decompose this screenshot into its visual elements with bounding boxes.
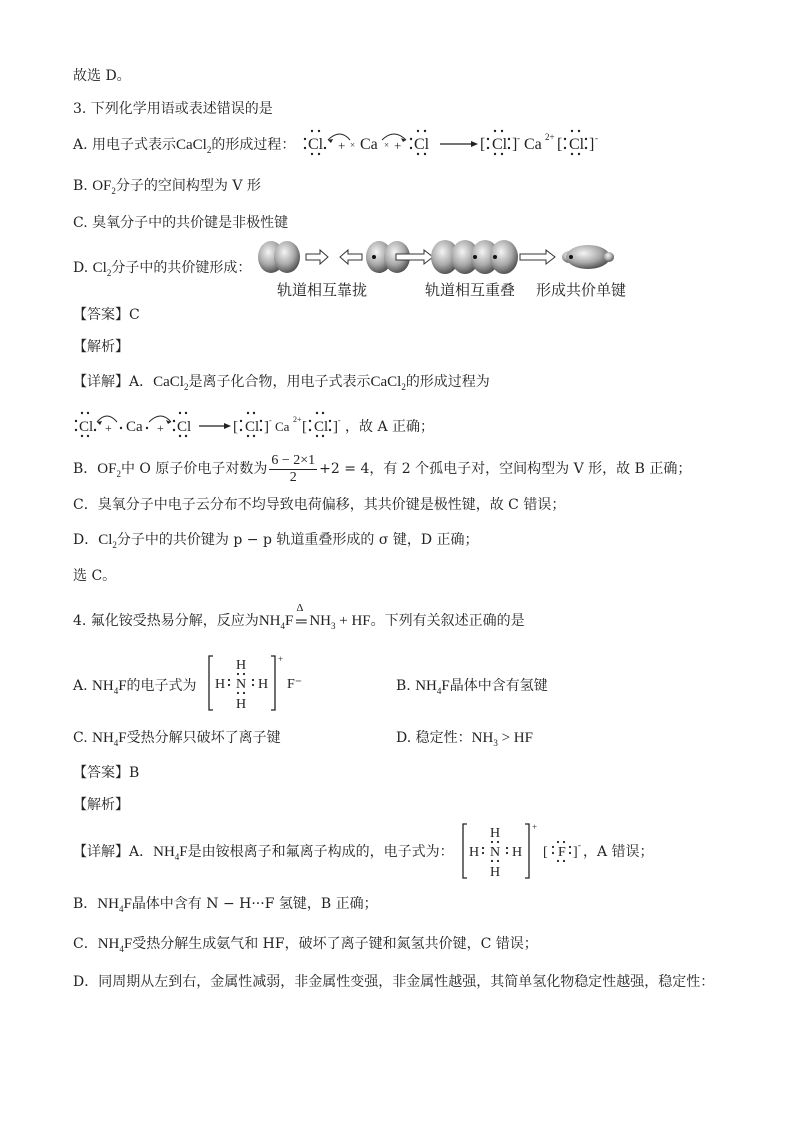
q4-option-d [396, 728, 533, 748]
svg-text:2+: 2+ [293, 415, 302, 424]
option-d-text: 分子中的共价键形成： [111, 260, 252, 276]
caption-overlap: 轨道相互重叠 [425, 281, 516, 299]
svg-text:Cl: Cl [245, 419, 260, 435]
svg-text:+: + [105, 421, 112, 435]
option-d-label: D. [73, 260, 93, 276]
svg-text:+: + [278, 654, 284, 664]
detail-a-end-text: ，故 A 正确； [345, 419, 435, 435]
q3-detail-c [73, 495, 565, 515]
svg-text:H: H [236, 697, 247, 712]
svg-text:[: [ [543, 845, 548, 860]
q3-detail-b [73, 452, 691, 486]
q4-detail-c [73, 934, 538, 954]
q4-detail-a-end [583, 842, 654, 862]
cacl2-formula-3: CaCl$_2$ [370, 374, 406, 392]
cacl2-formula-2: CaCl$_2$ [153, 374, 189, 392]
q4-analysis-tag: 【解析】 [73, 797, 129, 813]
svg-text:H: H [215, 677, 226, 692]
caption-approach: 轨道相互靠拢 [277, 281, 368, 299]
svg-text:]: ] [333, 419, 338, 435]
q4-detail-b-label: B． [73, 896, 98, 912]
svg-text:Cl: Cl [314, 419, 329, 435]
svg-text:Ca: Ca [524, 136, 542, 153]
cl-symbol-1: Cl [308, 136, 324, 153]
q3-answer [73, 305, 140, 325]
nh4f-formula-d3: $NH_4F$ [97, 936, 133, 954]
cl2-formula: $Cl_2$ [92, 260, 112, 278]
valence-pair-fraction: $\frac{6 - 2\times 1}{2}$ [271, 452, 316, 485]
svg-text:Cl: Cl [569, 136, 585, 153]
q3-detail-a [73, 372, 490, 392]
stability-formula: $NH_3$ > HF [471, 730, 533, 748]
svg-text:N: N [490, 845, 501, 860]
cl2-formula-2: $Cl_2$ [98, 532, 117, 550]
q4-option-c [73, 728, 281, 748]
detail-tag: 【详解】 [73, 374, 129, 390]
q4-answer-value: B [129, 765, 140, 781]
svg-text:-: - [578, 840, 581, 850]
svg-text:H: H [469, 845, 480, 860]
reaction-equation: $NH_4F$ Δ ═ $NH_3$ + HF [258, 601, 371, 631]
answer-value: C [129, 307, 140, 323]
orbital-overlap-diagram [256, 237, 616, 277]
q4-option-b [396, 676, 548, 696]
cacl2-formation-diagram-2 [73, 408, 363, 444]
q4-option-c-label: C. [73, 730, 93, 746]
detail-d-text: 分子中的共价键为 p − p 轨道重叠形成的 σ 键，D 正确； [116, 532, 479, 548]
svg-text:Cl: Cl [414, 136, 430, 153]
q4-detail-c-text: 受热分解生成氨气和 HF，破坏了离子键和氮氢共价键，C 错误； [132, 936, 538, 952]
nh4f-formula-d1: $NH_4F$ [153, 844, 188, 862]
svg-text:H: H [512, 845, 523, 860]
svg-text:+: + [532, 822, 538, 832]
svg-text:H: H [490, 865, 501, 880]
svg-text:-: - [595, 133, 598, 143]
option-a-mid: 的形成过程： [211, 137, 296, 153]
svg-text:]: ] [589, 136, 595, 153]
nh4f-formula-b: $NH_4F$ [415, 678, 450, 696]
svg-text:Cl: Cl [177, 419, 192, 435]
q4-option-a-text: 的电子式为 [126, 678, 197, 694]
q4-option-a [73, 676, 197, 696]
question-3-text: 3. 下列化学用语或表述错误的是 [73, 101, 273, 117]
cacl2-formation-diagram [302, 126, 612, 162]
svg-text:+: + [157, 421, 164, 435]
svg-text:+: + [338, 138, 346, 153]
svg-text:Ca: Ca [275, 419, 290, 434]
nh4f-electron-formula-a [207, 652, 312, 714]
svg-text:-: - [338, 416, 341, 425]
q3-analysis-heading [73, 337, 129, 357]
question-4-text-2: 。下列有关叙述正确的是 [370, 613, 525, 629]
svg-text:F: F [558, 845, 566, 860]
q4-detail-d [73, 972, 714, 992]
option-b-text: 分子的空间构型为 V 形 [115, 178, 261, 194]
q4-detail-b-text: 晶体中含有 N − H···F 氢键，B 正确； [131, 896, 378, 912]
option-b-label: B. [73, 178, 93, 194]
svg-text:×: × [384, 140, 390, 150]
q4-detail-a-end-text: ，A 错误； [583, 844, 654, 860]
q4-option-b-label: B. [396, 678, 416, 694]
detail-a-text: 是离子化合物，用电子式表示 [188, 374, 371, 390]
svg-text:[: [ [557, 136, 563, 153]
nh4f-formula-c: $NH_4F$ [92, 730, 127, 748]
detail-a-text-2: 的形成过程为 [405, 374, 490, 390]
detail-d-label: D． [73, 532, 99, 548]
svg-text:×: × [350, 140, 356, 150]
detail-b-text: 中 O 原子价电子对数为 [120, 461, 268, 477]
conclusion-line [73, 66, 131, 86]
detail-a-label: A． [129, 374, 154, 390]
q4-option-d-text: D. 稳定性： [396, 730, 472, 746]
svg-text:[: [ [480, 136, 486, 153]
svg-text:Ca: Ca [126, 419, 143, 435]
analysis-tag: 【解析】 [73, 339, 129, 355]
svg-text:Cl: Cl [492, 136, 508, 153]
q4-answer-tag: 【答案】 [73, 765, 129, 781]
svg-text:]: ] [573, 845, 578, 860]
svg-text:Ca: Ca [360, 136, 378, 153]
q3-detail-a-end [345, 417, 434, 437]
detail-c-text: C．臭氧分子中电子云分布不均导致电荷偏移，其共价键是极性键，故 C 错误； [73, 497, 566, 513]
q4-detail-c-label: C． [73, 936, 98, 952]
q3-option-b [73, 176, 261, 196]
svg-text:-: - [517, 133, 520, 143]
q4-answer [73, 763, 139, 783]
svg-text:H: H [236, 658, 247, 673]
q4-option-b-text: 晶体中含有氢键 [449, 678, 548, 694]
svg-text:N: N [236, 677, 247, 692]
q4-option-a-label: A. [73, 678, 93, 694]
q4-detail-a [73, 842, 454, 862]
svg-text:H: H [258, 677, 269, 692]
svg-text:2+: 2+ [545, 132, 555, 142]
svg-text:-: - [269, 416, 272, 425]
q4-detail-b [73, 894, 378, 914]
svg-text:F⁻: F⁻ [287, 677, 303, 692]
caption-single-bond: 形成共价单键 [536, 281, 627, 299]
q4-detail-d-text: D．同周期从左到右，金属性减弱，非金属性变强，非金属性越强，其简单氢化物稳定性越强，稳定性： [73, 974, 715, 990]
svg-text:+: + [394, 138, 402, 153]
q4-detail-tag: 【详解】 [73, 844, 129, 860]
question-3-stem [73, 99, 273, 119]
q4-detail-a-label: A． [129, 844, 154, 860]
of2-formula-2: $OF_2$ [97, 461, 121, 479]
svg-text:]: ] [264, 419, 269, 435]
nh4f-formula-d2: $NH_4F$ [97, 896, 132, 914]
q3-detail-d [73, 530, 479, 550]
nh4f-formula: $NH_4F$ [92, 678, 127, 696]
select-text: 选 C。 [73, 568, 117, 584]
detail-b-text-2: +2 = 4，有 2 个孤电子对，空间构型为 V 形，故 B 正确； [319, 461, 692, 477]
svg-text:[: [ [302, 419, 307, 435]
q3-option-a [73, 135, 295, 155]
of2-formula: $OF_2$ [92, 178, 116, 196]
svg-text:[: [ [233, 419, 238, 435]
q3-option-c [73, 213, 288, 233]
svg-text:Cl: Cl [79, 419, 94, 435]
cacl2-formula: CaCl$_2$ [176, 137, 212, 155]
svg-text:]: ] [512, 136, 518, 153]
option-c-text: C. 臭氧分子中的共价键是非极性键 [73, 215, 289, 231]
q4-analysis-heading [73, 795, 129, 815]
conclusion-text: 故选 D。 [73, 68, 131, 84]
q4-detail-a-text: 是由铵根离子和氟离子构成的，电子式为： [187, 844, 454, 860]
detail-b-label: B． [73, 461, 98, 477]
q3-option-d [73, 258, 251, 278]
question-4-stem [73, 601, 525, 632]
option-a-label: A. 用电子式表示 [73, 137, 177, 153]
q4-option-c-text: 受热分解只破坏了离子键 [126, 730, 281, 746]
q3-select [73, 566, 116, 586]
question-4-text: 4. 氟化铵受热易分解，反应为 [73, 613, 259, 629]
svg-text:H: H [490, 826, 501, 841]
answer-tag: 【答案】 [73, 307, 129, 323]
